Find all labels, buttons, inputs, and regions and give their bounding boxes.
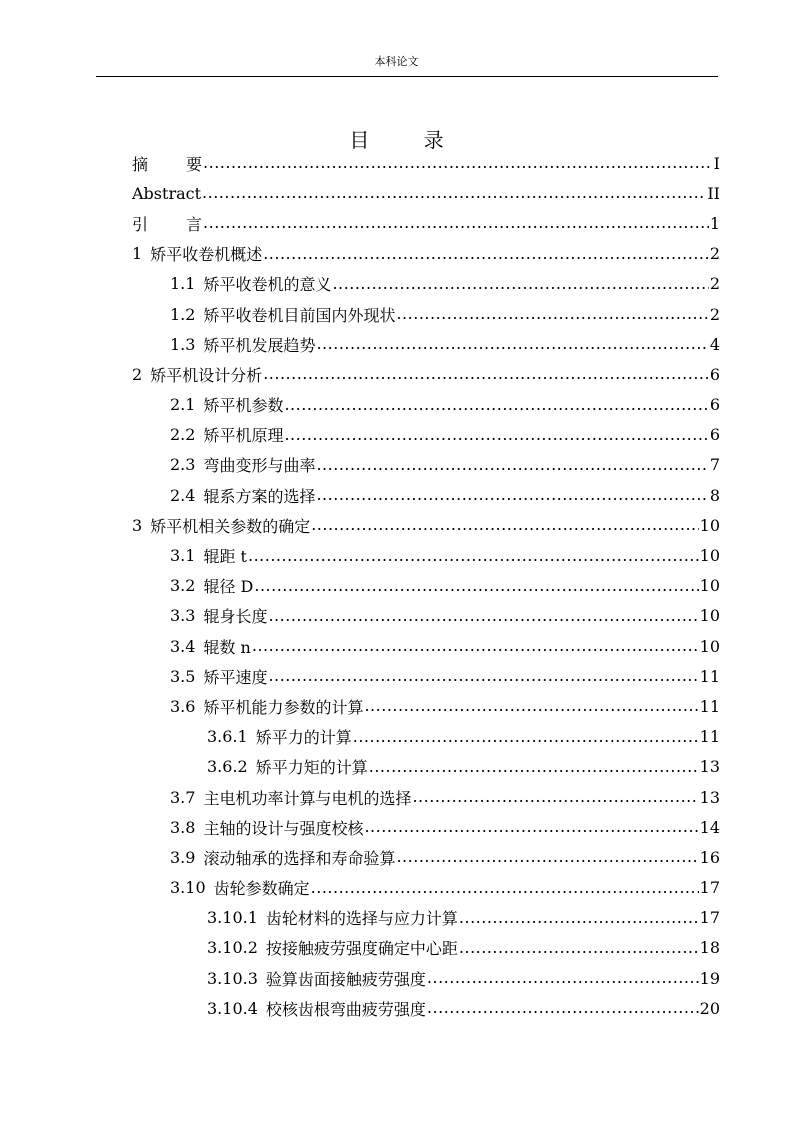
- toc-entry-number: 3.9: [170, 847, 196, 867]
- toc-entry-label: 主电机功率计算与电机的选择: [203, 788, 412, 808]
- toc-dot-leader: [412, 789, 698, 805]
- toc-entry[interactable]: [132, 933, 720, 963]
- toc-entry-number: 2.3: [170, 455, 196, 475]
- toc-entry-page: 6: [709, 425, 720, 445]
- toc-entry[interactable]: [132, 239, 720, 269]
- toc-entry[interactable]: [132, 329, 720, 359]
- toc-entry-page: 20: [699, 998, 720, 1018]
- toc-entry-label: 辊身长度: [203, 607, 268, 627]
- toc-dot-leader: [311, 517, 698, 533]
- toc-entry[interactable]: [132, 571, 720, 601]
- toc-dot-leader: [284, 397, 708, 413]
- toc-entry-number: 3.6.1: [207, 727, 248, 747]
- toc-entry-page: 10: [699, 636, 720, 656]
- toc-dot-leader: [369, 759, 699, 775]
- toc-entry[interactable]: [132, 903, 720, 933]
- toc-entry[interactable]: [132, 661, 720, 691]
- toc-entry[interactable]: [132, 420, 720, 450]
- toc-entry-number: 3.10: [170, 878, 206, 898]
- toc-entry[interactable]: [132, 178, 720, 208]
- toc-dot-leader: [427, 1000, 699, 1016]
- toc-entry-page: 10: [699, 606, 720, 626]
- toc-entry-label: 齿轮参数确定: [213, 879, 310, 899]
- toc-entry-label: 辊距 t: [203, 547, 247, 567]
- toc-entry-label: 按接触疲劳强度确定中心距: [265, 939, 458, 959]
- toc-entry[interactable]: [132, 752, 720, 782]
- toc-dot-leader: [316, 487, 708, 503]
- toc-entry[interactable]: [132, 631, 720, 661]
- page-header: 本科论文: [374, 55, 419, 68]
- toc-entry-number: 3.10.4: [207, 998, 258, 1018]
- toc-entry-label: 矫平机能力参数的计算: [203, 697, 364, 717]
- toc-entry[interactable]: [132, 450, 720, 480]
- toc-entry[interactable]: [132, 510, 720, 540]
- toc-entry-label: 矫平机发展趋势: [203, 335, 316, 355]
- toc-dot-leader: [353, 729, 699, 745]
- toc-entry-label: Abstract: [132, 183, 202, 203]
- toc-entry-page: 17: [699, 878, 720, 898]
- toc-entry[interactable]: [132, 148, 720, 178]
- toc-entry-number: 2.1: [170, 395, 196, 415]
- toc-entry-label: 矫平力矩的计算: [255, 758, 368, 778]
- toc-entry-number: 3: [132, 515, 143, 535]
- toc-entry-page: 10: [699, 515, 720, 535]
- toc-entry-page: 7: [709, 455, 720, 475]
- toc-dot-leader: [316, 457, 708, 473]
- toc-dot-leader: [203, 155, 711, 171]
- toc-dot-leader: [396, 306, 708, 322]
- toc-entry-page: 10: [699, 576, 720, 596]
- toc-entry-label: 齿轮材料的选择与应力计算: [265, 909, 458, 929]
- toc-entry-label: 辊径 D: [203, 577, 254, 597]
- toc-entry-page: 2: [709, 274, 720, 294]
- toc-entry-label: 矫平机相关参数的确定: [150, 516, 311, 536]
- toc-entry-label: 弯曲变形与曲率: [203, 456, 316, 476]
- toc-entry-number: 3.6: [170, 696, 196, 716]
- toc-entry-page: 2: [709, 304, 720, 324]
- toc-entry-page: 8: [709, 485, 720, 505]
- toc-entry[interactable]: [132, 480, 720, 510]
- toc-entry[interactable]: [132, 993, 720, 1023]
- toc-entry[interactable]: [132, 390, 720, 420]
- toc-entry[interactable]: [132, 873, 720, 903]
- toc-dot-leader: [427, 970, 699, 986]
- toc-entry-number: 3.10.1: [207, 908, 258, 928]
- toc-dot-leader: [252, 638, 699, 654]
- toc-entry-number: 3.10.3: [207, 968, 258, 988]
- toc-dot-leader: [263, 246, 709, 262]
- toc-entry-number: 3.1: [170, 546, 196, 566]
- toc-dot-leader: [364, 819, 698, 835]
- toc-title: 目 录: [349, 128, 468, 152]
- toc-entry-number: 2.4: [170, 485, 196, 505]
- toc-entry[interactable]: [132, 540, 720, 570]
- toc-dot-leader: [268, 668, 698, 684]
- toc-entry[interactable]: [132, 359, 720, 389]
- toc-entry-label: 辊系方案的选择: [203, 486, 316, 506]
- toc-entry-label: 矫平机原理: [203, 426, 284, 446]
- toc-entry-page: 11: [699, 696, 720, 716]
- toc-entry-page: 16: [699, 847, 720, 867]
- toc-entry-number: 1.2: [170, 304, 196, 324]
- toc-entry-label: 矫平力的计算: [255, 728, 352, 748]
- toc-entry-number: 1.3: [170, 334, 196, 354]
- toc-entry[interactable]: [132, 963, 720, 993]
- toc-entry-page: 13: [699, 787, 720, 807]
- toc-dot-leader: [332, 276, 708, 292]
- toc-entry-page: 6: [709, 395, 720, 415]
- toc-entry-number: 3.2: [170, 576, 196, 596]
- toc-entry-label: 摘 要: [132, 154, 203, 174]
- toc-entry[interactable]: [132, 691, 720, 721]
- toc-entry-label: 矫平收卷机概述: [150, 245, 263, 265]
- toc-entry-page: II: [707, 183, 720, 203]
- toc-entry-number: 1.1: [170, 274, 196, 294]
- toc-entry-label: 矫平机设计分析: [150, 365, 263, 385]
- toc-entry-page: 10: [699, 546, 720, 566]
- toc-entry-page: 19: [699, 968, 720, 988]
- toc-dot-leader: [202, 185, 706, 201]
- toc-entry-number: 3.10.2: [207, 938, 258, 958]
- toc-entry-label: 辊数 n: [203, 637, 251, 657]
- toc-entry-page: 11: [699, 727, 720, 747]
- toc-dot-leader: [248, 548, 699, 564]
- toc-dot-leader: [364, 698, 698, 714]
- toc-entry[interactable]: [132, 299, 720, 329]
- toc-entry-number: 3.4: [170, 636, 196, 656]
- toc-dot-leader: [311, 880, 699, 896]
- toc-entry-number: 3.3: [170, 606, 196, 626]
- toc-entry-page: 11: [699, 666, 720, 686]
- toc-entry-number: 3.7: [170, 787, 196, 807]
- toc-entry-number: 3.6.2: [207, 757, 248, 777]
- toc-entry-label: 矫平收卷机目前国内外现状: [203, 305, 396, 325]
- toc-entry-label: 验算齿面接触疲劳强度: [265, 969, 426, 989]
- toc-entry-label: 校核齿根弯曲疲劳强度: [265, 999, 426, 1019]
- header-divider: [96, 76, 718, 77]
- toc-entry-label: 滚动轴承的选择和寿命验算: [203, 848, 396, 868]
- toc-dot-leader: [396, 849, 698, 865]
- table-of-contents: [132, 148, 720, 1023]
- toc-entry[interactable]: [132, 812, 720, 842]
- toc-entry[interactable]: [132, 269, 720, 299]
- toc-entry-number: 2.2: [170, 425, 196, 445]
- toc-entry[interactable]: [132, 842, 720, 872]
- toc-dot-leader: [254, 578, 698, 594]
- toc-dot-leader: [459, 940, 699, 956]
- toc-entry-number: 3.8: [170, 817, 196, 837]
- toc-entry-page: 6: [709, 364, 720, 384]
- toc-dot-leader: [459, 910, 699, 926]
- toc-entry-page: 14: [699, 817, 720, 837]
- toc-entry[interactable]: [132, 782, 720, 812]
- toc-entry[interactable]: [132, 601, 720, 631]
- toc-entry-label: 矫平机参数: [203, 396, 284, 416]
- toc-entry-page: 2: [709, 244, 720, 264]
- toc-entry-number: 2: [132, 364, 143, 384]
- toc-dot-leader: [316, 336, 708, 352]
- toc-entry[interactable]: [132, 722, 720, 752]
- toc-dot-leader: [268, 608, 698, 624]
- toc-entry-page: 1: [709, 213, 720, 233]
- toc-entry-label: 引 言: [132, 214, 203, 234]
- toc-entry-label: 主轴的设计与强度校核: [203, 818, 364, 838]
- toc-dot-leader: [263, 366, 709, 382]
- toc-dot-leader: [284, 427, 708, 443]
- toc-entry-number: 1: [132, 244, 143, 264]
- toc-entry-label: 矫平速度: [203, 667, 268, 687]
- toc-entry-page: 18: [699, 938, 720, 958]
- toc-entry-page: 17: [699, 908, 720, 928]
- toc-entry-page: I: [713, 153, 720, 173]
- toc-entry-number: 3.5: [170, 666, 196, 686]
- toc-entry-page: 13: [699, 757, 720, 777]
- toc-entry-label: 矫平收卷机的意义: [203, 275, 332, 295]
- toc-entry-page: 4: [709, 334, 720, 354]
- toc-entry[interactable]: [132, 208, 720, 238]
- toc-dot-leader: [203, 215, 709, 231]
